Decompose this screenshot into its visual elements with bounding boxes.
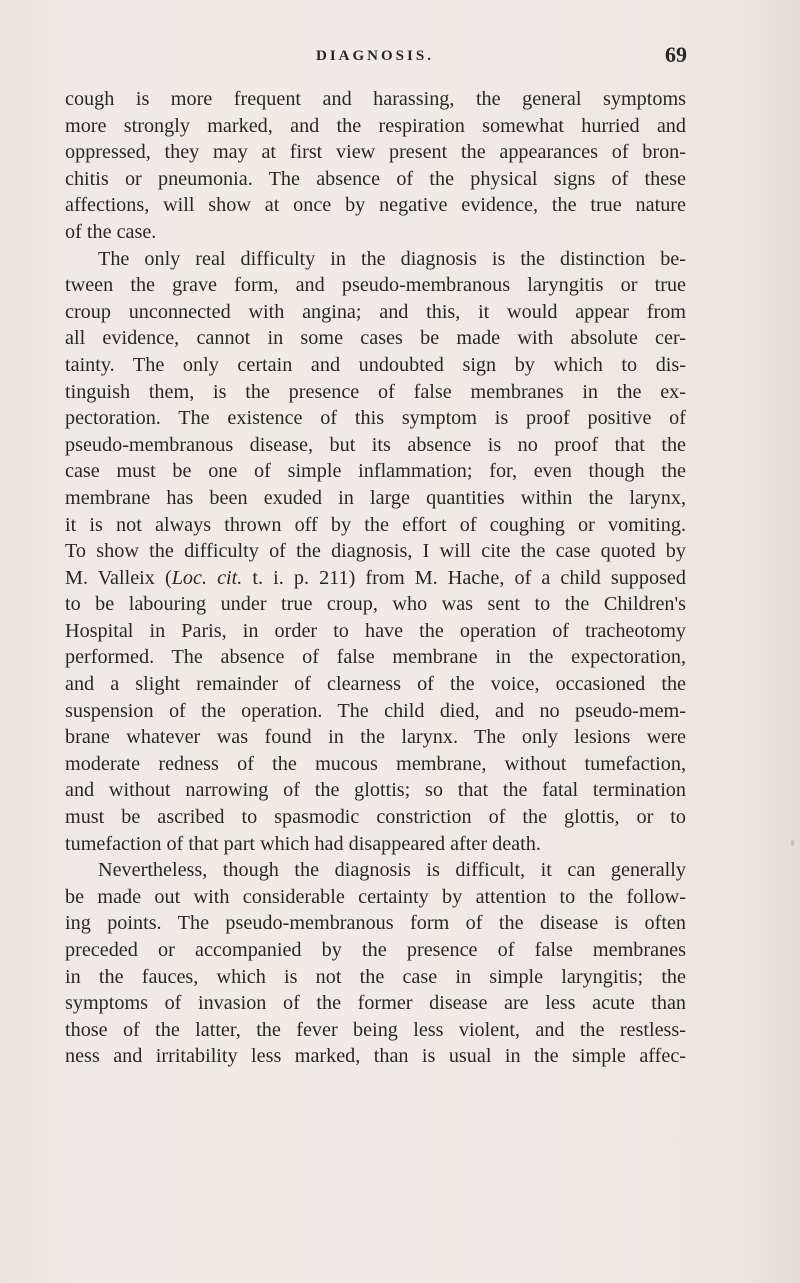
text-line: tainty. The only certain and undoubted sign by which to dis- [65,353,686,376]
text-line: pseudo-membranous disease, but its absence is no proof that the [65,433,686,456]
running-head: DIAGNOSIS. [316,48,434,64]
text-line-citation [65,565,686,592]
text-line: To show the difficulty of the diagnosis, I will cite the case quoted by [65,540,686,563]
text-line: pectoration. The existence of this symptom is proof positive of [65,407,686,430]
text-line: of the case. [65,220,157,243]
text-line: performed. The absence of false membrane in the expectoration, [65,646,686,669]
text-line: symptoms of invasion of the former disease are less acute than [65,992,686,1015]
text-line: to be labouring under true croup, who was sent to the Children's [65,593,686,616]
text-line: tinguish them, is the presence of false membranes in the ex- [65,380,686,403]
text-line: preceded or accompanied by the presence of false membranes [65,939,686,961]
text-line: it is not always thrown off by the effort of coughing or vomiting. [65,513,686,536]
text-line: must be ascribed to spasmodic constriction of the glottis, or to [65,806,686,829]
text-line: ness and irritability less marked, than is usual in the simple affec- [65,1045,686,1068]
page-header [65,42,687,76]
citation-after: t. i. p. 211) from M. Hache, of a child supposed [242,566,686,589]
page-number: 69 [665,42,687,67]
paper-blemish [791,840,794,846]
text-line: Hospital in Paris, in order to have the operation of tracheotomy [65,619,686,642]
text-line: case must be one of simple inflammation; for, even though the [65,460,686,483]
text-line: croup unconnected with angina; and this, it would appear from [65,300,686,323]
text-line: be made out with considerable certainty by attention to the follow- [65,885,686,908]
text-line: those of the latter, the fever being less violent, and the restless- [65,1018,686,1041]
paragraph-start-line: The only real difficulty in the diagnosis is the distinction be- [98,247,686,270]
text-line: moderate redness of the mucous membrane, without tumefaction, [65,752,686,775]
text-line: tumefaction of that part which had disappeared after death. [65,832,541,855]
text-line: cough is more frequent and harassing, the general symptoms [65,88,686,110]
text-line: brane whatever was found in the larynx. The only lesions were [65,726,686,749]
text-line: oppressed, they may at first view present the appearances of bron- [65,141,686,164]
text-line: and without narrowing of the glottis; so that the fatal termination [65,779,686,802]
text-line: ing points. The pseudo-membranous form of the disease is often [65,912,686,935]
text-line: in the fauces, which is not the case in simple laryngitis; the [65,965,686,988]
text-line: and a slight remainder of clearness of the voice, occasioned the [65,673,686,696]
paragraph-start-line: Nevertheless, though the diagnosis is difficult, it can generally [98,859,686,882]
body-text [65,86,686,1070]
text-line: chitis or pneumonia. The absence of the physical signs of these [65,167,686,190]
text-line: membrane has been exuded in large quantities within the larynx, [65,486,686,509]
citation-italic: Loc. cit. [171,566,243,589]
text-line: all evidence, cannot in some cases be made with absolute cer- [65,327,686,350]
text-line: affections, will show at once by negative evidence, the true nature [65,194,686,217]
text-line: tween the grave form, and pseudo-membranous laryngitis or true [65,274,686,297]
text-line: more strongly marked, and the respiration somewhat hurried and [65,114,686,137]
text-line: suspension of the operation. The child died, and no pseudo-mem- [65,699,686,722]
citation-before: M. Valleix ( [65,566,172,589]
